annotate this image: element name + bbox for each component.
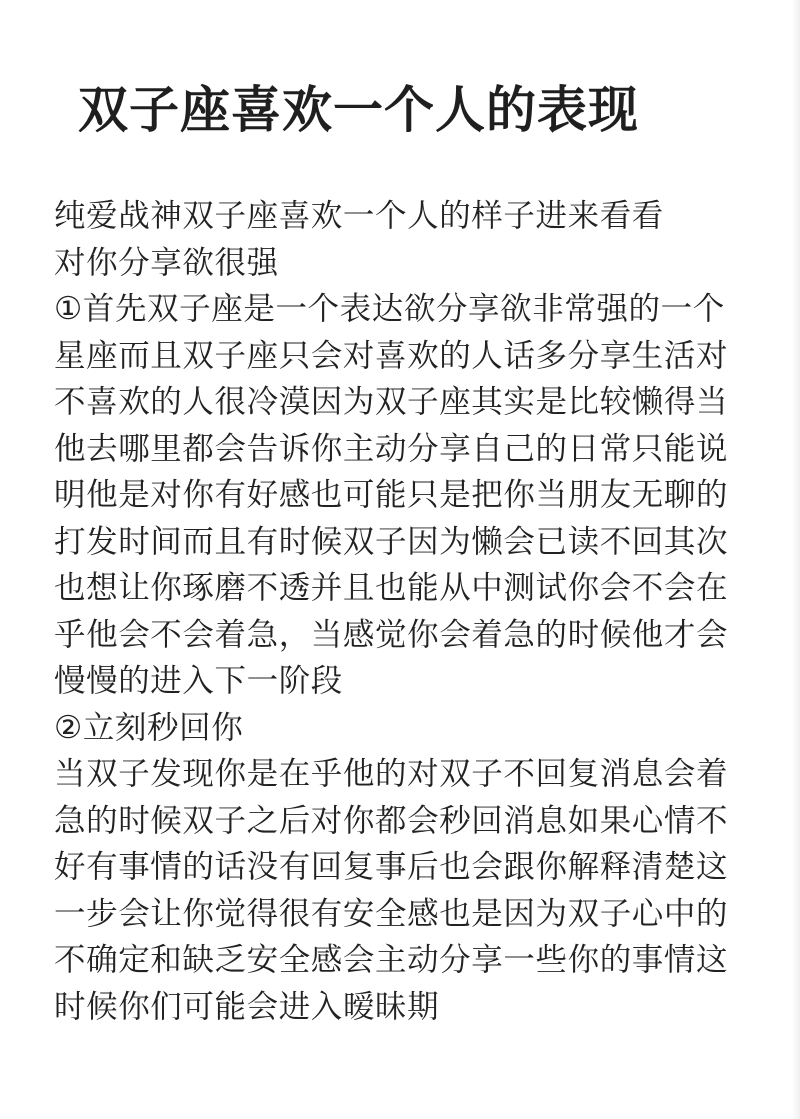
text-line: 他去哪里都会告诉你主动分享自己的日常只能说 — [54, 430, 729, 467]
text-line: ①首先双子座是一个表达欲分享欲非常强的一个 — [54, 291, 725, 327]
text-line: 一步会让你觉得很有安全感也是因为双子心中的 — [54, 895, 729, 932]
text-line: 时候你们可能会进入暧昧期 — [54, 988, 440, 1025]
text-line: 纯爱战神双子座喜欢一个人的样子进来看看 — [54, 198, 664, 234]
page-title: 双子座喜欢一个人的表现 — [78, 81, 639, 139]
text-line: 也想让你琢磨不透并且也能从中测试你会不会在 — [54, 570, 729, 606]
text-line: 急的时候双子之后对你都会秒回消息如果心情不 — [54, 802, 729, 839]
page-edge-shadow — [792, 0, 800, 1119]
text-line: 打发时间而且有时候双子因为懒会已读不回其次 — [54, 523, 729, 560]
text-line: 乎他会不会着急，当感觉你会着急的时候他才会 — [54, 616, 729, 653]
text-line: 好有事情的话没有回复事后也会跟你解释清楚这 — [54, 849, 729, 885]
text-line: 当双子发现你是在乎他的对双子不回复消息会着 — [54, 756, 729, 792]
text-line: 不喜欢的人很冷漠因为双子座其实是比较懒得当 — [54, 384, 729, 420]
text-line: ②立刻秒回你 — [54, 709, 244, 746]
text-line: 对你分享欲很强 — [54, 244, 279, 281]
text-line: 不确定和缺乏安全感会主动分享一些你的事情这 — [54, 942, 729, 978]
text-line: 慢慢的进入下一阶段 — [54, 663, 343, 699]
text-line: 星座而且双子座只会对喜欢的人话多分享生活对 — [54, 337, 729, 374]
article-body — [54, 193, 754, 1030]
text-line: 明他是对你有好感也可能只是把你当朋友无聊的 — [54, 477, 729, 513]
